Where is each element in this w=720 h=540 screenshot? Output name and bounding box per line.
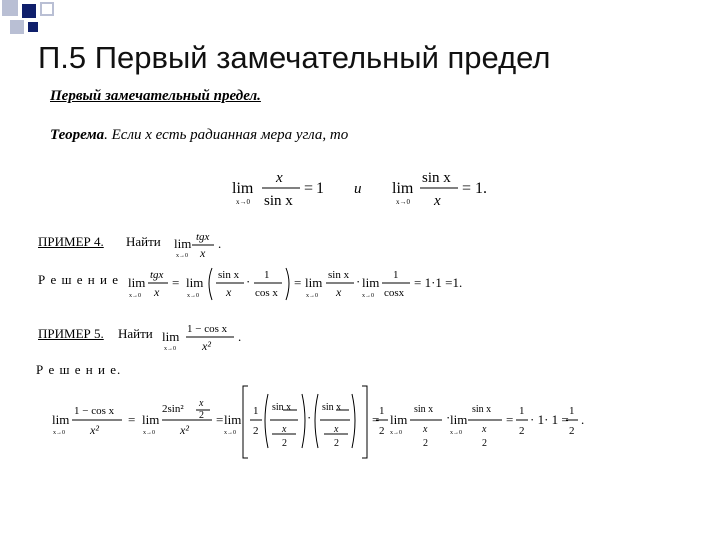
page-title: П.5 Первый замечательный предел [38,40,551,75]
dot: · [446,410,451,425]
numerator: 1 − cos x [187,323,228,335]
denominator: x² [202,339,211,353]
denominator: cosx [384,287,405,299]
numerator: 1 [253,405,259,417]
numerator: 1 [569,405,575,417]
half-arg: 2 [282,438,287,449]
denominator: x² [90,423,99,437]
and-word: и [354,181,362,197]
lim-subscript: x→0 [362,293,374,299]
lim-subscript: x→0 [450,430,462,436]
equals: = [462,180,472,197]
denominator: x [200,246,206,260]
lim-subscript: x→0 [53,430,65,436]
equals: = [128,412,136,427]
numerator: 1 − cos x [74,405,115,417]
lim-subscript: x→0 [390,430,402,436]
denominator: x [226,285,232,299]
numerator: 1 [519,405,525,417]
lim-symbol: lim [128,275,146,290]
lim-symbol: lim [390,412,408,427]
half-arg: x [334,424,339,435]
lim-symbol: lim [174,236,192,251]
denominator: 2 [379,425,385,437]
numerator: tgx [196,231,210,243]
find-label: Найти [126,234,161,249]
half-arg: x [199,398,204,409]
dot: · [356,274,361,289]
equals: = [372,412,380,427]
period: . [581,412,585,427]
theorem-label: Теорема [50,127,105,143]
half-arg: x [423,424,428,435]
denominator: x [154,285,160,299]
numerator: sin x [328,269,350,281]
numerator: sin x [322,402,342,413]
numerator: 1 [264,269,270,281]
period: . [218,236,222,251]
product-result: = 1·1 =1. [414,275,463,290]
lim-symbol: lim [362,275,380,290]
half-arg: 2 [423,438,428,449]
equals: = [506,412,514,427]
section-heading: Первый замечательный предел. [50,88,261,104]
denominator: sin x [264,193,293,209]
equals: = [172,275,180,290]
numerator: sin x [422,170,451,186]
value: 1 [316,180,324,197]
lim-symbol: lim [162,329,180,344]
numerator: sin x [414,404,434,415]
numerator: tgx [150,269,164,281]
lim-symbol: lim [305,275,323,290]
period: . [238,329,242,344]
value: 1 [475,180,483,197]
theorem-text: . Если x есть радианная мера угла, то [104,127,349,143]
lim-subscript: x→0 [164,346,176,352]
numerator: x [276,170,283,186]
numerator: 1 [379,405,385,417]
lim-symbol: lim [224,412,242,427]
denominator: x [336,285,342,299]
lim-subscript: x→0 [187,293,199,299]
half-arg: 2 [334,438,339,449]
equals: = [294,275,302,290]
lim-subscript: x→0 [224,430,236,436]
solution-label-2: Р е ш е н и е. [36,362,122,377]
lim-subscript: x→0 [306,293,318,299]
denominator: 2 [569,425,575,437]
lim-symbol: lim [450,412,468,427]
denominator: 2 [519,425,525,437]
lim-subscript: x→0 [129,293,141,299]
solution-label: Р е ш е н и е [38,272,119,287]
lim-subscript: x→0 [396,198,410,206]
equals: = [304,180,314,197]
equals: = [216,412,224,427]
example5-label: ПРИМЕР 5. [38,326,104,341]
half-arg: 2 [482,438,487,449]
half-arg: 2 [199,410,204,421]
product-result: · 1· 1 = [530,412,569,427]
denominator: cos x [255,287,278,299]
denominator: 2 [253,425,259,437]
denominator: x² [180,423,189,437]
dot: · [307,410,312,425]
lim-subscript: x→0 [236,198,250,206]
numerator: sin x [472,404,492,415]
find-label-2: Найти [118,326,153,341]
dot: · [246,274,251,289]
numerator: 1 [393,269,399,281]
half-arg: x [482,424,487,435]
numerator: 2sin² [162,403,184,415]
lim-symbol: lim [392,180,414,197]
lim-subscript: x→0 [143,430,155,436]
lim-subscript: x→0 [176,253,188,259]
denominator: x [434,193,441,209]
lim-symbol: lim [142,412,160,427]
period: . [483,180,487,197]
example4-label: ПРИМЕР 4. [38,234,104,249]
lim-symbol: lim [52,412,70,427]
lim-symbol: lim [186,275,204,290]
half-arg: x [282,424,287,435]
numerator: sin x [218,269,240,281]
numerator: sin x [272,402,292,413]
lim-symbol: lim [232,180,254,197]
